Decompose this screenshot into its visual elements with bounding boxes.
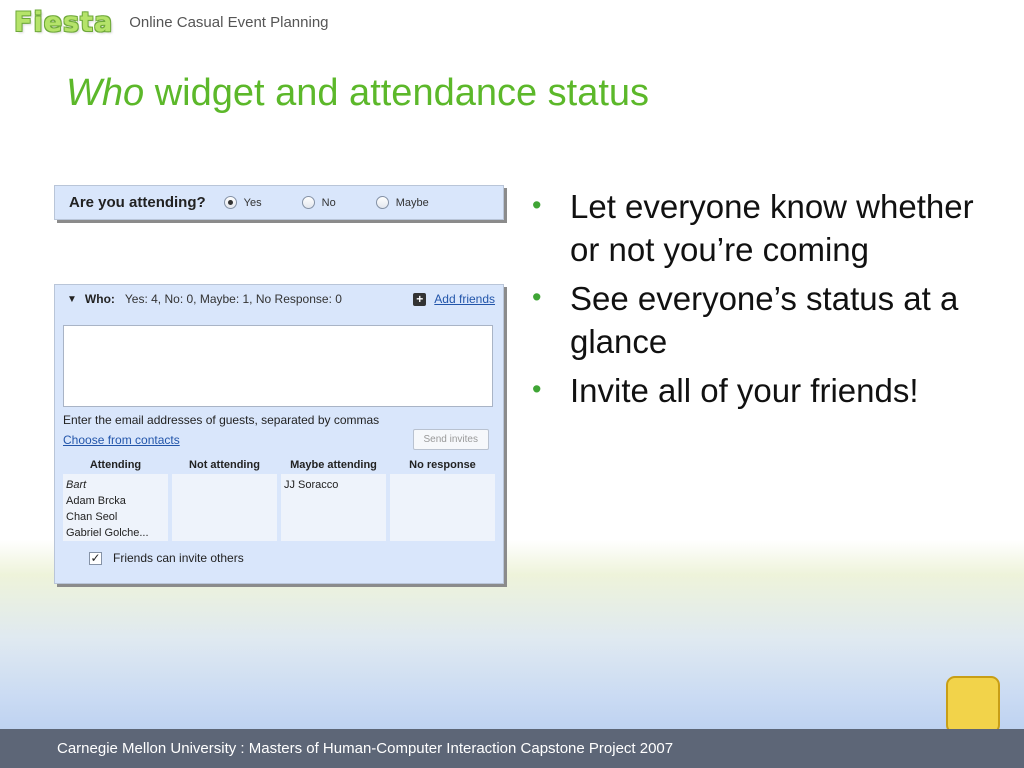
radio-maybe[interactable] xyxy=(376,196,389,209)
friends-invite-checkbox[interactable]: ✓ xyxy=(90,550,101,565)
plus-icon[interactable]: + xyxy=(413,293,426,306)
attendance-column-header: Not attending xyxy=(189,459,260,471)
radio-yes[interactable] xyxy=(224,196,237,209)
footer xyxy=(0,729,1024,768)
fiesta-logo: Fiesta xyxy=(14,6,114,38)
option-yes-label: Yes xyxy=(243,196,262,209)
attendee-name: JJ Soracco xyxy=(284,479,339,491)
attendance-column-header: Attending xyxy=(89,459,142,471)
attendee-name: Gabriel Golche... xyxy=(66,527,149,539)
option-maybe[interactable] xyxy=(376,196,429,209)
pinata-mascot-icon xyxy=(946,676,1000,734)
attending-question: Are you attending? xyxy=(69,194,206,211)
bullet-text: Let everyone know whether or not you’re coming xyxy=(570,188,974,268)
attendance-column-list xyxy=(390,474,495,541)
bullet-dot-icon: • xyxy=(532,282,542,312)
bullet-list xyxy=(530,185,1000,418)
bullet-text: Invite all of your friends! xyxy=(570,372,919,409)
option-no-label: No xyxy=(321,196,336,209)
option-no[interactable] xyxy=(302,196,336,209)
send-invites-button[interactable]: Send invites xyxy=(413,429,489,450)
attendance-column xyxy=(281,456,386,541)
slide-title-rest: widget and attendance status xyxy=(144,72,650,114)
add-friends-control[interactable] xyxy=(413,292,495,306)
attendance-column-header: Maybe attending xyxy=(290,459,377,471)
attending-widget xyxy=(54,185,504,220)
slide-title-italic: Who xyxy=(66,72,145,114)
attendee-name: Chan Seol xyxy=(66,511,118,523)
attendance-column-header: No response xyxy=(409,459,476,471)
bullet-text: See everyone’s status at a glance xyxy=(570,280,959,360)
bullet-dot-icon: • xyxy=(532,190,542,220)
bullet-item xyxy=(530,369,1000,412)
option-yes[interactable] xyxy=(224,196,262,209)
who-header xyxy=(55,285,503,313)
friends-invite-row[interactable] xyxy=(63,551,495,565)
add-friends-link[interactable]: Add friends xyxy=(434,292,495,306)
attendance-column-list xyxy=(63,474,168,541)
who-label: Who: xyxy=(84,292,115,306)
attendance-column-list xyxy=(281,474,386,541)
radio-no[interactable] xyxy=(302,196,315,209)
footer-text: Carnegie Mellon University : Masters of Human-Computer Interaction Capstone Project 2007 xyxy=(57,740,674,757)
bullet-item xyxy=(530,277,1000,363)
who-counts: Yes: 4, No: 0, Maybe: 1, No Response: 0 xyxy=(124,292,342,306)
tagline: Online Casual Event Planning xyxy=(129,13,329,31)
header xyxy=(14,4,329,40)
attendance-table xyxy=(63,456,495,541)
bullet-dot-icon: • xyxy=(532,374,542,404)
option-maybe-label: Maybe xyxy=(395,196,429,209)
choose-contacts-link[interactable]: Choose from contacts xyxy=(63,432,180,447)
attendee-name: Bart xyxy=(66,479,87,491)
bullet-item xyxy=(530,185,1000,271)
friends-invite-label: Friends can invite others xyxy=(113,551,244,565)
emails-hint: Enter the email addresses of guests, separated by commas xyxy=(63,413,380,427)
attendance-column xyxy=(390,456,495,541)
who-widget xyxy=(54,284,504,584)
guest-emails-input[interactable] xyxy=(63,325,493,407)
collapse-triangle-icon[interactable]: ▼ xyxy=(67,293,77,305)
attendance-column xyxy=(172,456,277,541)
attendance-column xyxy=(63,456,168,541)
slide-title xyxy=(66,72,649,115)
attendance-column-list xyxy=(172,474,277,541)
attendee-name: Adam Brcka xyxy=(66,495,126,507)
